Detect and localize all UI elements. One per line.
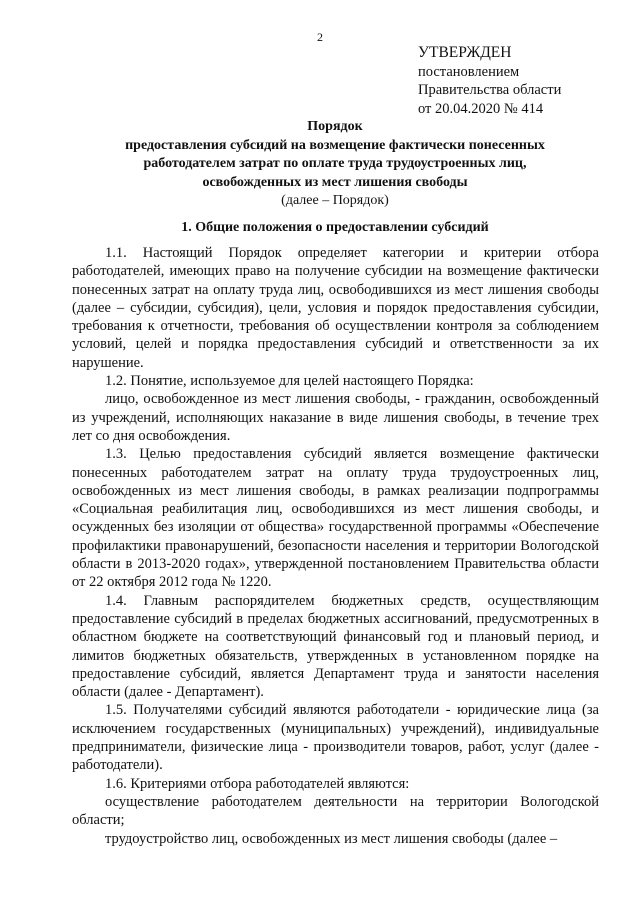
approval-line-1: постановлением bbox=[418, 63, 520, 80]
approval-line-2: Правительства области bbox=[418, 82, 562, 98]
document-subtitle: предоставления субсидий на возмещение фактически понесенных работодателем затрат по оплате труда трудоустроенных лиц, освобожденных из мест лишения свободы bbox=[125, 137, 545, 190]
document-short-name: (далее – Порядок) bbox=[281, 193, 389, 208]
paragraph: лицо, освобожденное из мест лишения свободы, - гражданин, освобожденный из учреждений, исполняющих наказание в виде лишения свободы, в течение трех лет со дня освобождения. bbox=[72, 391, 599, 444]
paragraph: 1.5. Получателями субсидий являются работодатели - юридические лица (за исключением государственных (муниципальных) учреждений), индивидуальные предприниматели, физические лица - производители товаров, работ, услуг (далее - работодатели). bbox=[72, 702, 599, 774]
approval-line-3: от 20.04.2020 № 414 bbox=[418, 100, 544, 117]
paragraph: трудоустройство лиц, освобожденных из мест лишения свободы (далее – bbox=[105, 830, 558, 847]
approval-heading: УТВЕРЖДЕН bbox=[418, 44, 512, 61]
document-title-block bbox=[100, 118, 570, 211]
paragraph: 1.6. Критериями отбора работодателей являются: bbox=[105, 775, 410, 792]
paragraph: 1.2. Понятие, используемое для целей настоящего Порядка: bbox=[105, 373, 474, 390]
section-body bbox=[72, 244, 599, 848]
document-title: Порядок bbox=[307, 119, 363, 134]
paragraph: 1.1. Настоящий Порядок определяет категории и критерии отбора работодателей, имеющих право на получение субсидии на возмещение фактически понесенных затрат на оплату труда лиц, освободившихся из мест лишения свободы (далее – субсидии, субсидия), цели, условия и порядок предоставления субсидии, требования к отчетности, требования об осуществлении контроля за соблюдением условий, целей и порядка предоставления субсидий и ответственности за их нарушение. bbox=[72, 245, 599, 371]
page-number: 2 bbox=[317, 30, 323, 44]
paragraph: 1.3. Целью предоставления субсидий является возмещение фактически понесенных работодателем затрат на оплату труда трудоустроенных лиц, освобожденных из мест лишения свободы, в рамках реализации подпрограммы «Социальная реабилитация лиц, освободившихся из мест лишения свободы, и осужденных без изоляции от общества» государственной программы «Обеспечение профилактики правонарушений, безопасности населения и территории Вологодской области в 2013-2020 годах», утвержденной постановлением Правительства области от 22 октября 2012 года № 1220. bbox=[72, 446, 599, 591]
approval-stamp bbox=[418, 44, 628, 118]
paragraph: 1.4. Главным распорядителем бюджетных средств, осуществляющим предоставление субсидий в пределах бюджетных ассигнований, предусмотренных в областном бюджете на соответствующий финансовый год и плановый период, и лимитов бюджетных обязательств, утвержденных в установленном порядке на предоставление субсидий, является Департамент труда и занятости населения области (далее - Департамент). bbox=[72, 592, 599, 701]
section-heading: 1. Общие положения о предоставлении субсидий bbox=[181, 220, 489, 235]
paragraph: осуществление работодателем деятельности на территории Вологодской области; bbox=[72, 793, 599, 829]
